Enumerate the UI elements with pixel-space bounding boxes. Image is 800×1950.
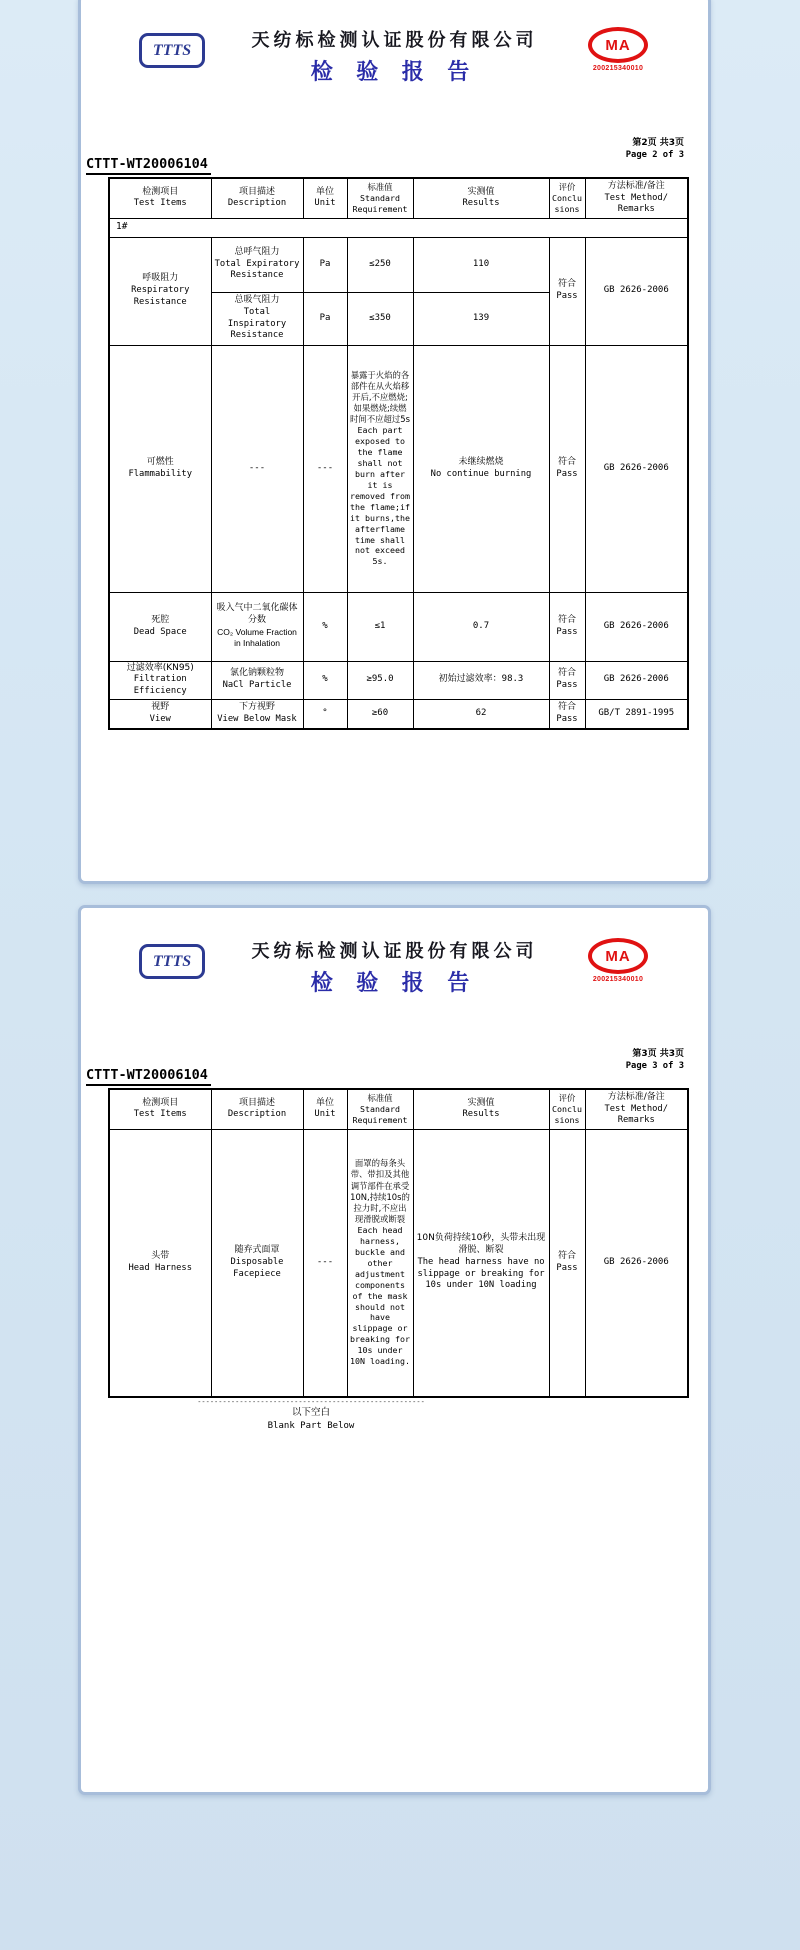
- th-unit: [303, 178, 347, 218]
- cn-text: 暴露于火焰的各部件在从火焰移开后,不应燃烧;如果燃烧;续燃时间不应超过5s: [350, 369, 410, 425]
- report-page-2: [78, 0, 711, 884]
- dead-space-method-cell: GB 2626-2006: [585, 592, 688, 661]
- page-number-en: Page 2 of 3: [625, 149, 684, 160]
- blank-note-cn: 以下空白: [291, 1407, 330, 1419]
- respiratory-item-cell: [109, 237, 211, 345]
- cn-text: 氯化钠颗粒物: [229, 668, 284, 679]
- en-text: The head harness have no slippage or breaking for 10s under 10N loading: [417, 1257, 545, 1291]
- dead-space-desc-cell: [211, 592, 303, 661]
- cma-cert-number: 200215340010: [592, 65, 644, 72]
- en-text: Pass: [556, 713, 578, 724]
- expiratory-result-cell: 110: [413, 237, 549, 292]
- cn-text: 检测项目: [142, 1097, 179, 1108]
- en-text: Head Harness: [128, 1262, 193, 1273]
- table-header-row: [109, 1089, 688, 1129]
- view-method-cell: GB/T 2891-1995: [585, 699, 688, 729]
- en-text: Conclusions: [552, 1103, 582, 1125]
- report-title: 检 验 报 告: [310, 970, 479, 995]
- th-description: [211, 1089, 303, 1129]
- en-text: Flammability: [128, 468, 193, 479]
- en-text: Standard Requirement: [352, 1103, 408, 1125]
- report-number: CTTT-WT20006104: [86, 1067, 211, 1086]
- th-results: [413, 178, 549, 218]
- cn-text: 标准值: [367, 181, 393, 192]
- expiratory-unit-cell: Pa: [303, 237, 347, 292]
- test-results-table-page3: [108, 1088, 689, 1398]
- cn-text: 标准值: [367, 1092, 393, 1103]
- table-header-row: [109, 178, 688, 218]
- cn-text: 死腔: [151, 614, 170, 625]
- dead-space-unit-cell: %: [303, 592, 347, 661]
- cn-text: 单位: [315, 1097, 334, 1108]
- head-harness-result-cell: [413, 1129, 549, 1397]
- head-harness-method-cell: GB 2626-2006: [585, 1129, 688, 1397]
- flammability-standard-cell: [347, 345, 413, 592]
- page-number-cn: 第3页 共3页: [632, 1049, 684, 1059]
- cn-text: 项目描述: [238, 1097, 275, 1108]
- en-text: Each head harness, buckle and other adjustment components of the mask should not have slippage or breaking for 10s under 10N loading.: [350, 1224, 410, 1367]
- cn-text: 评价: [558, 181, 576, 192]
- cn-text: 项目描述: [238, 186, 275, 197]
- page-number: [626, 138, 684, 161]
- report-number: CTTT-WT20006104: [86, 156, 211, 175]
- en-text: Filtration Efficiency: [133, 674, 187, 696]
- cn-text: 呼吸阻力: [142, 273, 179, 284]
- cma-mark-text: MA: [605, 36, 631, 54]
- th-conclusion: [549, 1089, 585, 1129]
- en-text: Respiratory Resistance: [131, 285, 190, 307]
- cn-text: 符合: [557, 614, 576, 625]
- en-text: Results: [462, 1109, 500, 1120]
- filtration-standard-cell: ≥95.0: [347, 661, 413, 699]
- cn-text: 评价: [558, 1092, 576, 1103]
- cn-text: 单位: [315, 186, 334, 197]
- inspiratory-unit-cell: Pa: [303, 292, 347, 345]
- sample-row: [109, 218, 688, 237]
- th-description: [211, 178, 303, 218]
- head-harness-row: [109, 1129, 688, 1397]
- en-text: Test Method/ Remarks: [604, 192, 669, 215]
- filtration-unit-cell: %: [303, 661, 347, 699]
- inspiratory-standard-cell: ≤350: [347, 292, 413, 345]
- inspiratory-desc-cell: [211, 292, 303, 345]
- cn-text: 随弃式面罩: [234, 1245, 280, 1256]
- filtration-method-cell: GB 2626-2006: [585, 661, 688, 699]
- view-item-cell: [109, 699, 211, 729]
- page-number-cn: 第2页 共3页: [632, 138, 684, 148]
- view-standard-cell: ≥60: [347, 699, 413, 729]
- th-test-items: [109, 1089, 211, 1129]
- cn-text: 方法标准/备注: [607, 1091, 665, 1102]
- cma-logo: [583, 27, 653, 72]
- respiratory-method-cell: GB 2626-2006: [585, 237, 688, 345]
- head-harness-conclusion-cell: [549, 1129, 585, 1397]
- dead-space-row: [109, 592, 688, 661]
- dead-space-result-cell: 0.7: [413, 592, 549, 661]
- sample-id-cell: [109, 218, 688, 237]
- en-text: Description: [227, 1109, 287, 1120]
- report-title: 检 验 报 告: [310, 59, 479, 84]
- cma-cert-number: 200215340010: [592, 976, 644, 983]
- view-desc-cell: [211, 699, 303, 729]
- view-unit-cell: °: [303, 699, 347, 729]
- page-number-en: Page 3 of 3: [625, 1060, 684, 1071]
- en-text: Conclusions: [552, 192, 582, 214]
- ttts-logo-text: TTTS: [152, 41, 192, 59]
- cn-text: 吸入气中二氧化碳体分数: [216, 603, 298, 626]
- head-harness-desc-cell: [211, 1129, 303, 1397]
- en-text: Dead Space: [133, 626, 187, 637]
- th-conclusion: [549, 178, 585, 218]
- cn-text: 检测项目: [142, 186, 179, 197]
- cn-text: 10N负荷持续10秒，头带未出现滑脱、断裂: [416, 1233, 546, 1256]
- th-unit: [303, 1089, 347, 1129]
- flammability-row: [109, 345, 688, 592]
- en-text: No continue burning: [430, 468, 532, 479]
- en-text: Results: [462, 198, 500, 209]
- expiratory-standard-cell: ≤250: [347, 237, 413, 292]
- view-conclusion-cell: [549, 699, 585, 729]
- view-row: [109, 699, 688, 729]
- cn-text: 符合: [557, 1251, 576, 1261]
- cn-text: 下方视野: [238, 702, 275, 713]
- expiratory-desc-cell: [211, 237, 303, 292]
- company-name: 天纺标检测认证股份有限公司: [251, 941, 538, 961]
- cn-text: 可燃性: [146, 456, 174, 467]
- flammability-conclusion-cell: [549, 345, 585, 592]
- flammability-method-cell: GB 2626-2006: [585, 345, 688, 592]
- flammability-unit-cell: ---: [303, 345, 347, 592]
- flammability-item-cell: [109, 345, 211, 592]
- cma-mark-text: MA: [605, 947, 631, 965]
- cn-text: 未继续燃烧: [458, 456, 504, 467]
- filtration-item-cell: [109, 661, 211, 699]
- dead-space-standard-cell: ≤1: [347, 592, 413, 661]
- sample-id: 1#: [116, 221, 128, 233]
- cn-text: 实测值: [467, 186, 495, 197]
- en-text: Total Inspiratory Resistance: [227, 307, 287, 341]
- dead-space-item-cell: [109, 592, 211, 661]
- cn-text: 总呼气阻力: [234, 246, 280, 257]
- view-result-cell: 62: [413, 699, 549, 729]
- cn-text: 视野: [151, 702, 170, 713]
- inspiratory-result-cell: 139: [413, 292, 549, 345]
- head-harness-item-cell: [109, 1129, 211, 1397]
- respiratory-expiratory-row: [109, 237, 688, 292]
- cn-text: 过滤效率(KN95): [126, 662, 194, 673]
- filtration-desc-cell: [211, 661, 303, 699]
- en-text: CO₂ Volume Fraction in Inhalation: [217, 627, 297, 649]
- cma-mark-icon: [588, 27, 648, 63]
- blank-note-en: Blank Part Below: [267, 1421, 355, 1432]
- en-text: Test Method/ Remarks: [604, 1103, 669, 1126]
- en-text: Pass: [556, 291, 578, 302]
- ttts-logo-text: TTTS: [152, 952, 192, 970]
- dead-space-conclusion-cell: [549, 592, 585, 661]
- cn-text: 实测值: [467, 1097, 495, 1108]
- en-text: View: [149, 713, 171, 724]
- th-standard: [347, 1089, 413, 1129]
- en-text: Pass: [556, 468, 578, 479]
- cn-text: 方法标准/备注: [607, 180, 665, 191]
- cn-text: 头带: [151, 1251, 170, 1261]
- cn-text: 符合: [557, 702, 576, 713]
- en-text: Pass: [556, 680, 578, 691]
- cma-mark-icon: [588, 938, 648, 974]
- th-method: [585, 1089, 688, 1129]
- flammability-desc-cell: ---: [211, 345, 303, 592]
- test-results-table-page2: [108, 177, 689, 730]
- en-text: Disposable Facepiece: [230, 1257, 284, 1279]
- en-text: Test Items: [133, 1109, 187, 1120]
- filtration-row: [109, 661, 688, 699]
- en-text: Unit: [314, 1109, 336, 1120]
- divider-dashes: ------------------------------------------------------: [197, 1398, 425, 1406]
- cn-text: 符合: [557, 456, 576, 467]
- en-text: View Below Mask: [217, 713, 297, 724]
- cn-text: 面罩的每条头带、带扣及其他调节部件在承受10N,持续10s的拉力时,不应出现滑脱或断裂: [350, 1158, 410, 1224]
- th-method: [585, 178, 688, 218]
- cn-text: 总吸气阻力: [234, 295, 280, 306]
- cn-text: 符合: [557, 279, 576, 290]
- en-text: NaCl Particle: [222, 680, 292, 691]
- th-standard: [347, 178, 413, 218]
- head-harness-standard-cell: [347, 1129, 413, 1397]
- flammability-result-cell: [413, 345, 549, 592]
- cma-logo: [583, 938, 653, 983]
- blank-below-note: [171, 1398, 451, 1432]
- en-text: Each part exposed to the flame shall not burn after it is removed from the flame;if it burns,the afterflame time shall not exceed 5s.: [350, 425, 410, 567]
- en-text: Pass: [556, 626, 578, 637]
- en-text: Description: [227, 198, 287, 209]
- en-text: Total Expiratory Resistance: [214, 258, 300, 281]
- company-name: 天纺标检测认证股份有限公司: [251, 30, 538, 50]
- th-results: [413, 1089, 549, 1129]
- filtration-result-cell: 初始过滤效率：98.3: [413, 661, 549, 699]
- filtration-conclusion-cell: [549, 661, 585, 699]
- en-text: Standard Requirement: [352, 192, 408, 214]
- th-test-items: [109, 178, 211, 218]
- respiratory-conclusion-cell: [549, 237, 585, 345]
- head-harness-unit-cell: ---: [303, 1129, 347, 1397]
- cn-text: 符合: [557, 668, 576, 679]
- en-text: Test Items: [133, 198, 187, 209]
- en-text: Pass: [556, 1262, 578, 1273]
- en-text: Unit: [314, 198, 336, 209]
- page-number: [626, 1049, 684, 1072]
- report-page-3: [78, 905, 711, 1795]
